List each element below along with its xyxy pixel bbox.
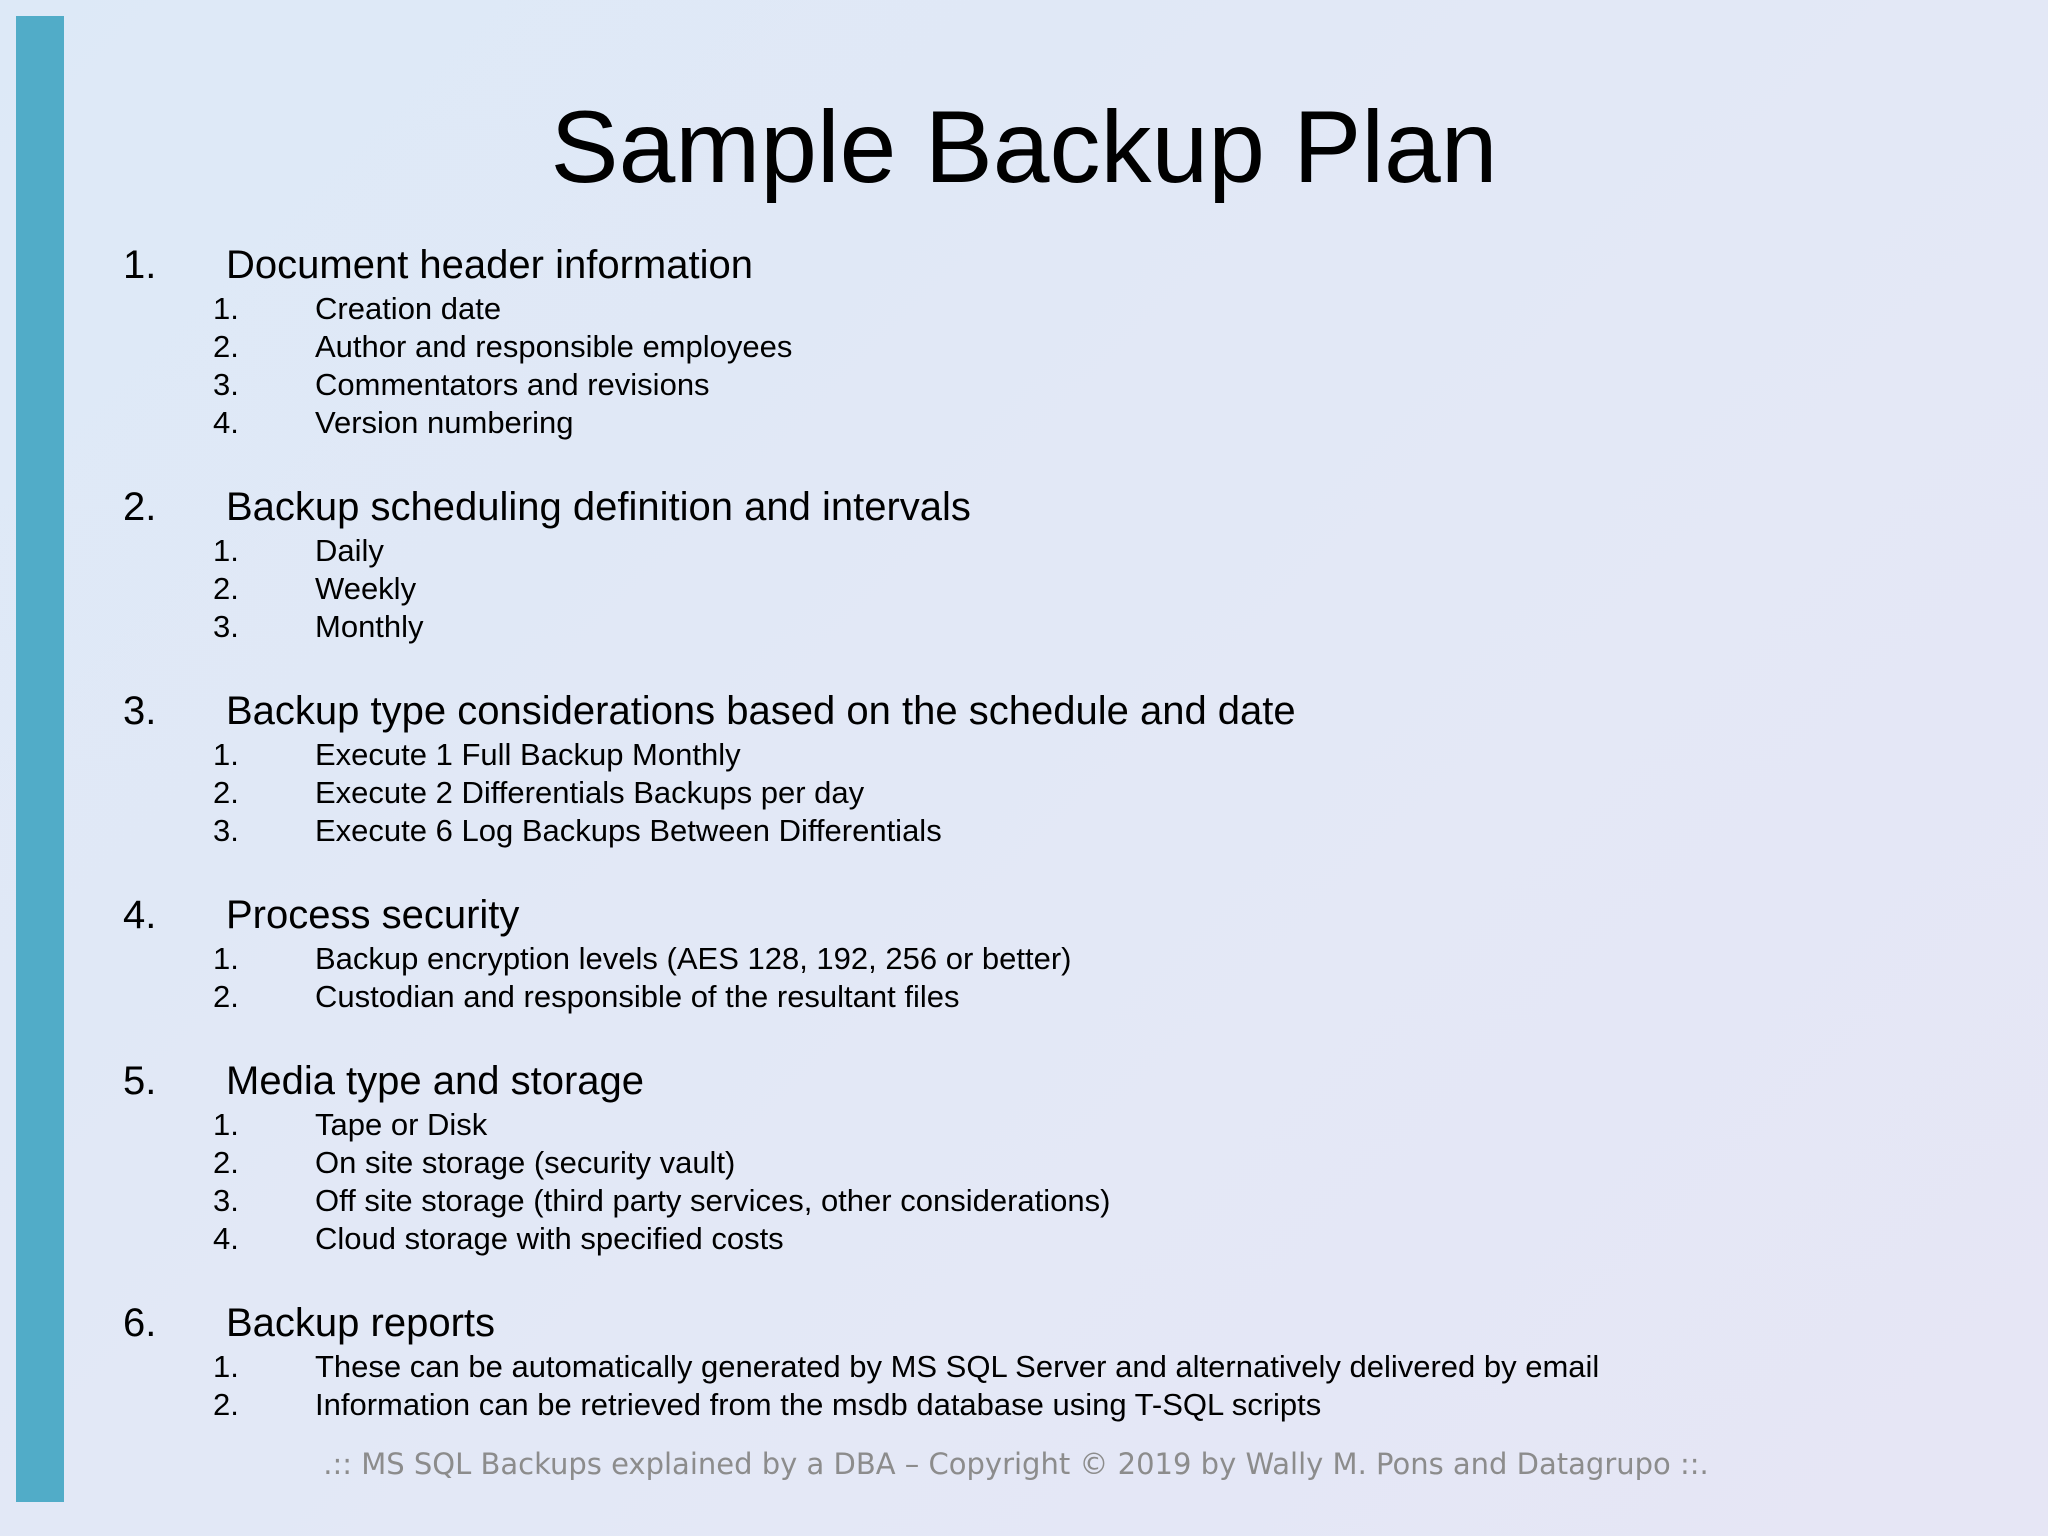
- section-number: 1.: [123, 243, 157, 287]
- item-number: 1.: [213, 1107, 239, 1142]
- list-item: [123, 328, 2003, 366]
- list-item: [123, 290, 2003, 328]
- list-item: [123, 1182, 2003, 1220]
- item-number: 2.: [213, 979, 239, 1014]
- item-number: 2.: [213, 571, 239, 606]
- item-text: Information can be retrieved from the msdb database using T-SQL scripts: [315, 1387, 1322, 1422]
- list-item: [123, 1220, 2003, 1258]
- backup-plan-outline: [123, 240, 2003, 1464]
- list-item: [123, 532, 2003, 570]
- sub-item-list: [123, 736, 2003, 850]
- list-item: [123, 1106, 2003, 1144]
- section-heading: [123, 686, 2003, 736]
- item-number: 3.: [213, 609, 239, 644]
- item-text: Execute 6 Log Backups Between Differentials: [315, 813, 942, 848]
- section-title: Backup type considerations based on the schedule and date: [226, 689, 1296, 733]
- section-number: 3.: [123, 689, 157, 733]
- item-number: 1.: [213, 533, 239, 568]
- section-heading: [123, 1056, 2003, 1106]
- item-number: 2.: [213, 1387, 239, 1422]
- item-number: 3.: [213, 367, 239, 402]
- outline-section: [123, 1056, 2003, 1258]
- slide-title: Sample Backup Plan: [550, 90, 1498, 204]
- list-item: [123, 978, 2003, 1016]
- list-item: [123, 404, 2003, 442]
- item-text: On site storage (security vault): [315, 1145, 736, 1180]
- item-number: 3.: [213, 1183, 239, 1218]
- outline-section: [123, 1298, 2003, 1424]
- item-text: Version numbering: [315, 405, 574, 440]
- item-number: 4.: [213, 1221, 239, 1256]
- item-text: Execute 1 Full Backup Monthly: [315, 737, 741, 772]
- item-number: 1.: [213, 737, 239, 772]
- item-text: Custodian and responsible of the resultant files: [315, 979, 960, 1014]
- list-item: [123, 1144, 2003, 1182]
- item-number: 1.: [213, 941, 239, 976]
- slide-footer: .:: MS SQL Backups explained by a DBA – Copyright © 2019 by Wally M. Pons and Datagrupo ::.: [323, 1447, 1709, 1481]
- item-number: 2.: [213, 775, 239, 810]
- item-text: Monthly: [315, 609, 424, 644]
- item-text: These can be automatically generated by MS SQL Server and alternatively delivered by email: [315, 1349, 1600, 1384]
- item-text: Author and responsible employees: [315, 329, 793, 364]
- item-number: 2.: [213, 1145, 239, 1180]
- list-item: [123, 736, 2003, 774]
- item-number: 2.: [213, 329, 239, 364]
- list-item: [123, 1348, 2003, 1386]
- sub-item-list: [123, 940, 2003, 1016]
- item-number: 1.: [213, 1349, 239, 1384]
- outline-section: [123, 482, 2003, 646]
- list-item: [123, 940, 2003, 978]
- section-title: Media type and storage: [226, 1059, 645, 1103]
- section-title: Backup scheduling definition and intervals: [226, 485, 971, 529]
- accent-bar: [16, 16, 64, 1502]
- item-text: Tape or Disk: [315, 1107, 488, 1142]
- item-text: Daily: [315, 533, 384, 568]
- section-title: Process security: [226, 893, 520, 937]
- list-item: [123, 812, 2003, 850]
- section-title: Document header information: [226, 243, 753, 287]
- item-text: Backup encryption levels (AES 128, 192, 256 or better): [315, 941, 1072, 976]
- list-item: [123, 366, 2003, 404]
- sub-item-list: [123, 1106, 2003, 1258]
- section-title: Backup reports: [226, 1301, 496, 1345]
- list-item: [123, 774, 2003, 812]
- item-text: Commentators and revisions: [315, 367, 710, 402]
- sub-item-list: [123, 532, 2003, 646]
- list-item: [123, 1386, 2003, 1424]
- section-heading: [123, 482, 2003, 532]
- outline-section: [123, 686, 2003, 850]
- outline-section: [123, 890, 2003, 1016]
- sub-item-list: [123, 1348, 2003, 1424]
- list-item: [123, 608, 2003, 646]
- item-text: Weekly: [315, 571, 417, 606]
- item-text: Off site storage (third party services, other considerations): [315, 1183, 1111, 1218]
- item-number: 4.: [213, 405, 239, 440]
- sub-item-list: [123, 290, 2003, 442]
- item-number: 3.: [213, 813, 239, 848]
- item-text: Creation date: [315, 291, 502, 326]
- section-heading: [123, 240, 2003, 290]
- list-item: [123, 570, 2003, 608]
- section-number: 5.: [123, 1059, 157, 1103]
- section-number: 6.: [123, 1301, 157, 1345]
- section-number: 2.: [123, 485, 157, 529]
- item-text: Execute 2 Differentials Backups per day: [315, 775, 865, 810]
- outline-section: [123, 240, 2003, 442]
- section-heading: [123, 1298, 2003, 1348]
- item-text: Cloud storage with specified costs: [315, 1221, 784, 1256]
- item-number: 1.: [213, 291, 239, 326]
- section-heading: [123, 890, 2003, 940]
- section-number: 4.: [123, 893, 157, 937]
